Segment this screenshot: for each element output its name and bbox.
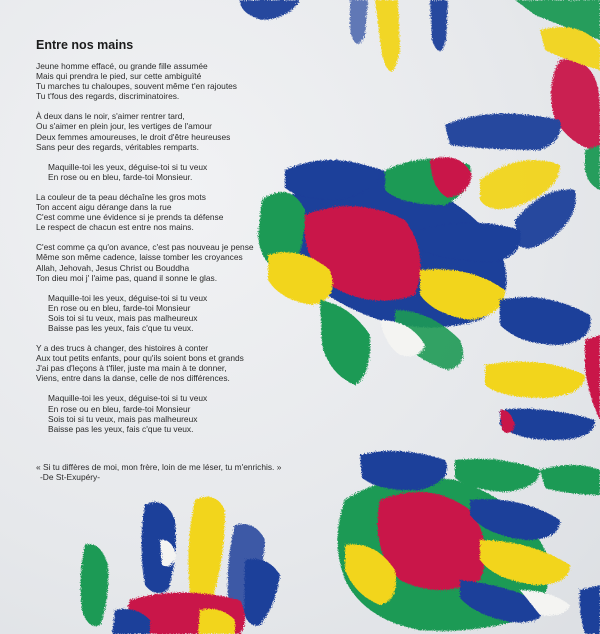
refrain-1 [48, 162, 266, 182]
quote-author: -De St-Exupéry- [40, 471, 101, 482]
poem-title: Entre nos mains [36, 38, 134, 52]
poem-line: C'est comme ça qu'on avance, c'est pas nouveau je pense [36, 242, 254, 253]
refrain-3 [48, 393, 266, 433]
poem-line: Deux femmes amoureuses, le droit d'être heureuses [36, 131, 231, 142]
poem-line: Le respect de chacun est entre nos mains. [36, 222, 194, 233]
poem-line: Ton accent aigu dérange dans la rue [36, 202, 172, 213]
refrain-line: Sois toi si tu veux, mais pas malheureux [48, 413, 198, 424]
stanza-2 [36, 111, 266, 151]
poem-line: Tu marches tu chaloupes, souvent même t'en rajoutes [36, 81, 237, 92]
poem-line: Ou s'aimer en plein jour, les vertiges de l'amour [36, 121, 212, 132]
refrain-line: Maquille-toi les yeux, déguise-toi si tu veux [48, 161, 208, 172]
poem-line: Viens, entre dans la danse, celle de nos différences. [36, 373, 230, 384]
quote-text: « Si tu diffères de moi, mon frère, loin de me léser, tu m'enrichis. » [36, 461, 282, 472]
refrain-line: Maquille-toi les yeux, déguise-toi si tu veux [48, 292, 208, 303]
poem-line: Ton dieu moi j' l'aime pas, quand il sonne le glas. [36, 272, 218, 283]
refrain-line: En rose ou en bleu, farde-toi Monsieur. [48, 171, 193, 182]
refrain-line: Maquille-toi les yeux, déguise-toi si tu veux [48, 393, 208, 404]
stanza-4 [36, 242, 266, 282]
handprint-icon [338, 451, 600, 634]
poem-line: La couleur de ta peau déchaîne les gros mots [36, 191, 206, 202]
poem-line: Sans peur des regards, véritables remparts. [36, 141, 199, 152]
refrain-line: Baisse pas les yeux, fais c'que tu veux. [48, 423, 194, 434]
poem-line: Aux tout petits enfants, pour qu'ils soient bons et grands [36, 353, 244, 364]
poem-column [36, 38, 282, 482]
epigraph-quote [36, 461, 282, 482]
refrain-2 [48, 293, 266, 333]
poem-line: Mais qui prendra le pied, sur cette ambiguïté [36, 71, 202, 82]
refrain-line: En rose ou en bleu, farde-toi Monsieur [48, 302, 191, 313]
refrain-line: Baisse pas les yeux, fais c'que tu veux. [48, 322, 194, 333]
refrain-line: En rose ou en bleu, farde-toi Monsieur [48, 403, 191, 414]
poem-line: Allah, Jehovah, Jesus Christ ou Bouddha [36, 262, 190, 273]
poem-line: À deux dans le noir, s'aimer rentrer tard, [36, 111, 185, 122]
poem-line: Même son même cadence, laisse tomber les croyances [36, 252, 243, 263]
poem-line: Tu t'fous des regards, discriminatoires. [36, 91, 180, 102]
refrain-line: Sois toi si tu veux, mais pas malheureux [48, 312, 198, 323]
stanza-3 [36, 192, 266, 232]
stanza-5 [36, 343, 266, 383]
stanza-1 [36, 61, 266, 101]
handprint-icon [81, 497, 280, 634]
poem-line: J'ai pas d'leçons à t'filer, juste ma main à te donner, [36, 363, 227, 374]
poem-line: Y a des trucs à changer, des histoires à conter [36, 343, 209, 354]
poem-line: Jeune homme effacé, ou grande fille assumée [36, 61, 208, 71]
poem-line: C'est comme une évidence si je prends ta défense [36, 212, 224, 223]
